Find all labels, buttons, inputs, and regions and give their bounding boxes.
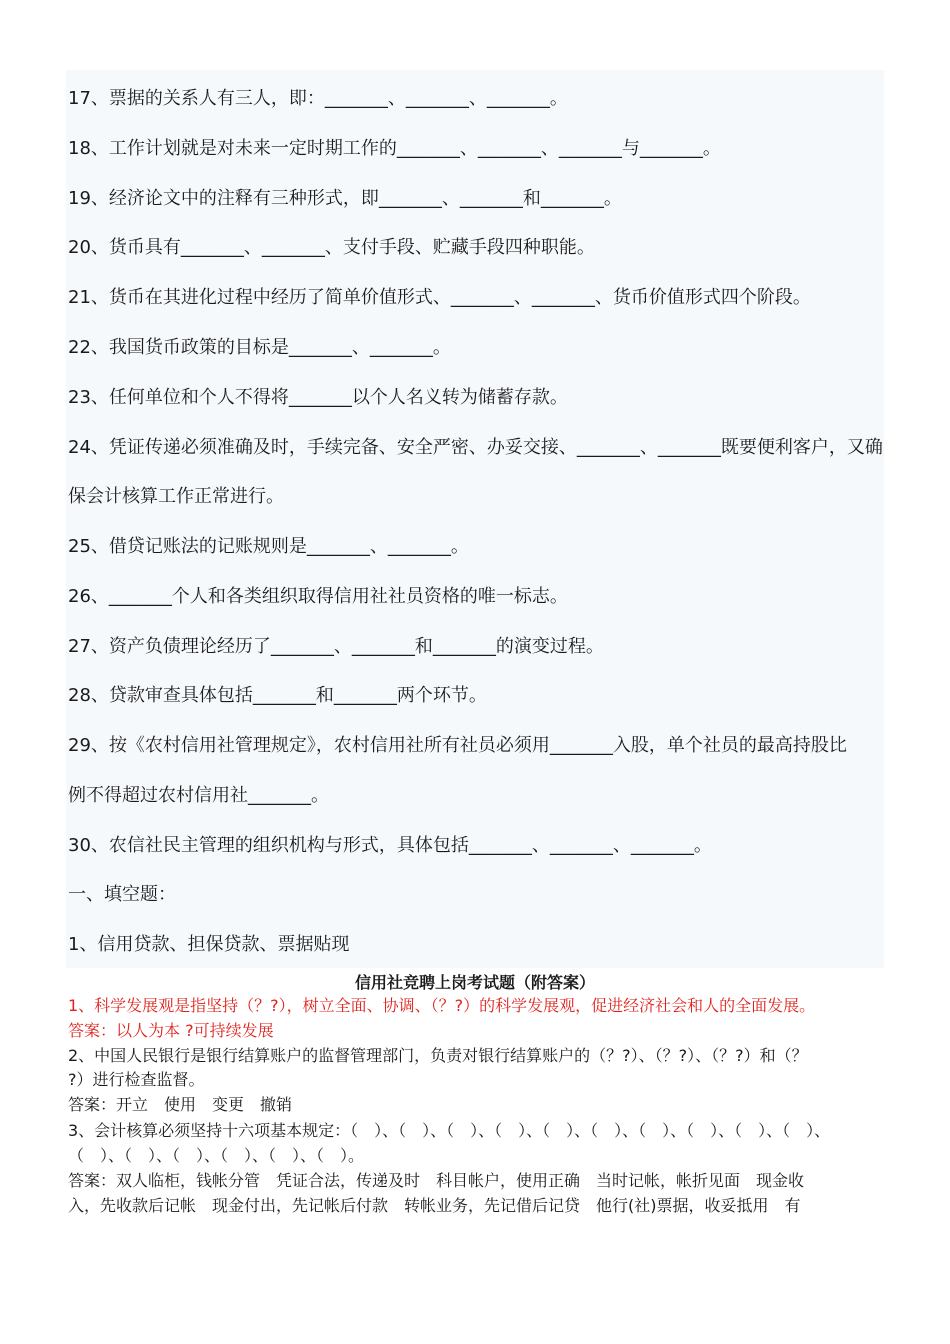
question-21: 21、货币在其进化过程中经历了简单价值形式、_______、_______、货币价值形式四个阶段。 [68, 287, 811, 308]
exam-question-1: 1、科学发展观是指坚持（？?），树立全面、协调、（？?）的科学发展观，促进经济社会和人的全面发展。 [68, 996, 816, 1015]
question-22: 22、我国货币政策的目标是_______、_______。 [68, 337, 451, 358]
exam-answer-2: 答案：开立 使用 变更 撤销 [68, 1095, 293, 1114]
exam-answer-3: 答案：双人临柜，钱帐分管 凭证合法，传递及时 科目帐户，使用正确 当时记帐，帐折见面 现金收 [68, 1171, 805, 1190]
answer-1: 1、信用贷款、担保贷款、票据贴现 [68, 934, 350, 955]
question-29: 29、按《农村信用社管理规定》，农村信用社所有社员必须用_______入股，单个社员的最高持股比 [68, 735, 847, 756]
question-24-cont: 保会计核算工作正常进行。 [68, 486, 284, 507]
question-30: 30、农信社民主管理的组织机构与形式，具体包括_______、_______、_______。 [68, 835, 712, 856]
question-29-cont: 例不得超过农村信用社_______。 [68, 785, 329, 806]
question-17: 17、票据的关系人有三人，即：_______、_______、_______。 [68, 88, 568, 109]
question-23: 23、任何单位和个人不得将_______以个人名义转为储蓄存款。 [68, 387, 568, 408]
question-20: 20、货币具有_______、_______、支付手段、贮藏手段四种职能。 [68, 237, 595, 258]
exam-title: 信用社竞聘上岗考试题（附答案） [354, 973, 595, 992]
exam-question-2: 2、中国人民银行是银行结算账户的监督管理部门，负责对银行结算账户的（？?）、（？?）、（？?）和（？ [68, 1046, 808, 1065]
question-18: 18、工作计划就是对未来一定时期工作的_______、_______、_______与_______。 [68, 138, 721, 159]
section-heading: 一、填空题： [68, 884, 176, 905]
question-25: 25、借贷记账法的记账规则是_______、_______。 [68, 536, 469, 557]
question-24: 24、凭证传递必须准确及时，手续完备、安全严密、办妥交接、_______、_______既要便利客户，又确 [68, 437, 883, 458]
question-19: 19、经济论文中的注释有三种形式，即_______、_______和_______。 [68, 188, 622, 209]
exam-question-3-cont: （ ）、（ ）、（ ）、（ ）、（ ）、（ ）。 [68, 1146, 365, 1165]
exam-question-3: 3、会计核算必须坚持十六项基本规定：（ ）、（ ）、（ ）、（ ）、（ ）、（ ）、（ ）、（ ）、（ ）、（ ）、 [68, 1121, 831, 1140]
question-28: 28、贷款审查具体包括_______和_______两个环节。 [68, 685, 487, 706]
exam-answer-1: 答案：以人为本 ?可持续发展 [68, 1021, 274, 1040]
exam-answer-3-cont: 入，先收款后记帐 现金付出，先记帐后付款 转帐业务，先记借后记贷 他行(社)票据，收妥抵用 有 [68, 1196, 801, 1215]
question-26: 26、_______个人和各类组织取得信用社社员资格的唯一标志。 [68, 586, 568, 607]
question-27: 27、资产负债理论经历了_______、_______和_______的演变过程。 [68, 636, 604, 657]
exam-question-2-cont: ?）进行检查监督。 [68, 1070, 205, 1089]
